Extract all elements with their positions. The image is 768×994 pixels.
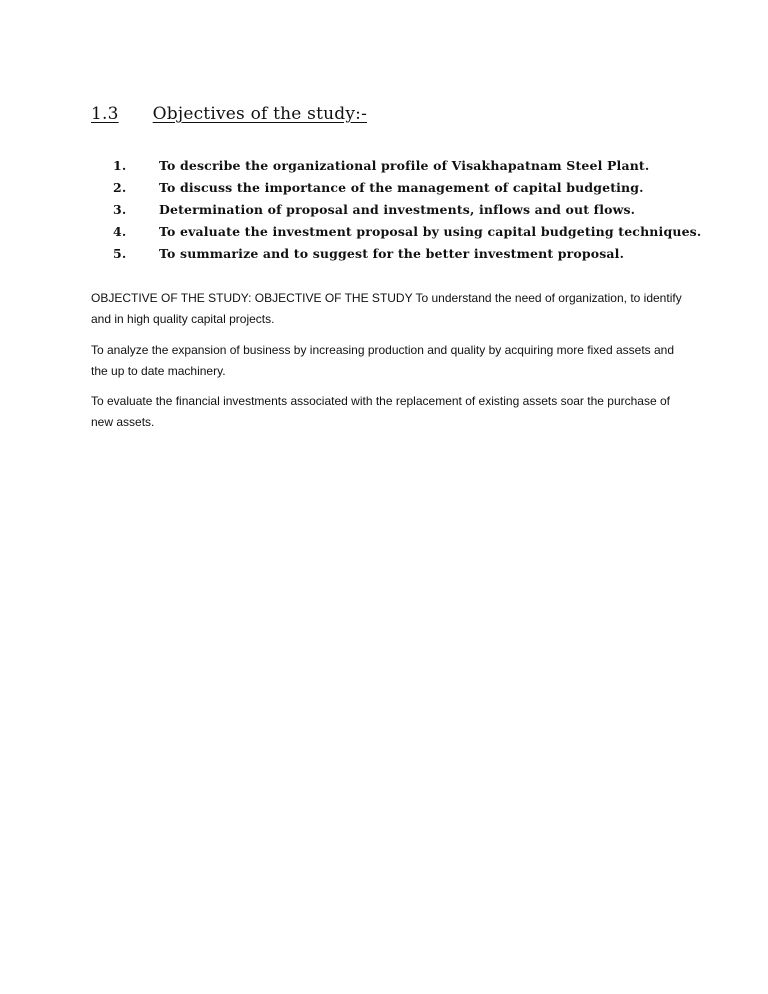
paragraph-objective-intro: OBJECTIVE OF THE STUDY: OBJECTIVE OF THE STUDY To understand the need of organization, to identify and in high quality capital projects. [91,291,682,326]
paragraph-expansion: To analyze the expansion of business by increasing production and quality by acquiring more fixed assets and the up to date machinery. [91,343,675,378]
objective-item [113,177,701,199]
objective-item [113,221,701,243]
objectives-list [113,155,701,265]
section-number: 1.3 [91,104,119,124]
objective-text: Determination of proposal and investments, inflows and out flows. [159,202,636,217]
objective-text: To discuss the importance of the management of capital budgeting. [159,180,644,195]
section-heading [91,104,367,124]
objective-text: To evaluate the investment proposal by using capital budgeting techniques. [159,224,702,239]
objective-number: 1. [113,158,127,173]
objective-number: 2. [113,180,127,195]
section-title: Objectives of the study:- [152,104,368,124]
objective-number: 4. [113,224,127,239]
objective-number: 5. [113,246,127,261]
objective-item [113,243,701,265]
objective-item [113,199,701,221]
objective-number: 3. [113,202,127,217]
objective-item [113,155,701,177]
objective-text: To summarize and to suggest for the better investment proposal. [159,246,625,261]
paragraph-replacement: To evaluate the financial investments associated with the replacement of existing assets soar the purchase of new assets. [91,394,670,429]
objective-text: To describe the organizational profile of Visakhapatnam Steel Plant. [159,158,650,173]
